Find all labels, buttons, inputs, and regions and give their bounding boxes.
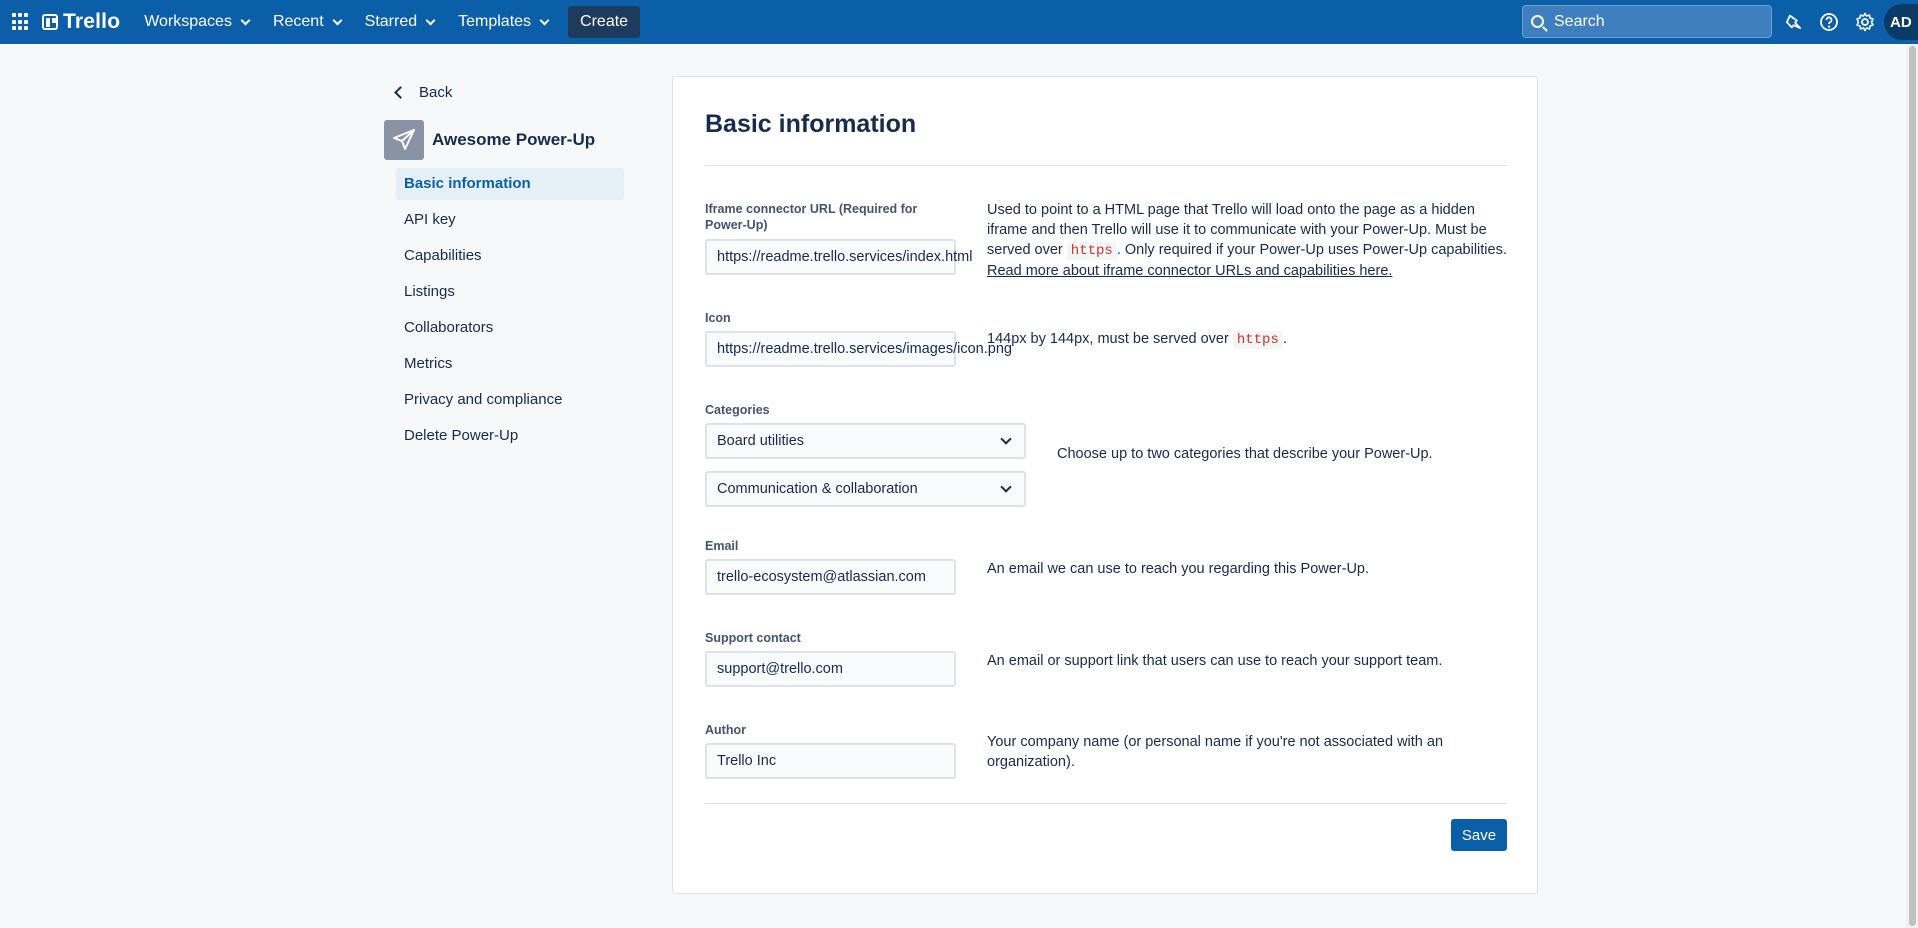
starred-label: Starred (364, 13, 418, 30)
trello-logo[interactable] (42, 10, 120, 34)
chevron-left-icon (394, 86, 407, 99)
user-avatar[interactable]: AD (1884, 4, 1918, 40)
iframe-help-text-2: . Only required if your Power-Up uses Power-Up capabilities. (1116, 242, 1507, 258)
workspaces-label: Workspaces (144, 13, 232, 30)
powerup-name: Awesome Power-Up (432, 130, 596, 149)
settings-gear-icon[interactable] (1853, 10, 1877, 34)
sidebar-item-metrics[interactable]: Metrics (404, 355, 453, 372)
powerup-header (384, 120, 595, 160)
icon-label: Icon (705, 311, 731, 325)
category-select-1[interactable] (705, 423, 1026, 459)
icon-url-field[interactable]: https://readme.trello.services/images/icon.png (705, 331, 956, 367)
page-scrollbar[interactable] (1906, 44, 1918, 928)
recent-menu[interactable] (261, 6, 353, 38)
sidebar-nav (396, 168, 624, 456)
sidebar-item-capabilities[interactable]: Capabilities (404, 247, 482, 264)
scrollbar-thumb[interactable] (1909, 46, 1916, 926)
email-field[interactable]: trello-ecosystem@atlassian.com (705, 559, 956, 595)
trello-logo-icon (42, 14, 58, 30)
iframe-url-field[interactable]: https://readme.trello.services/index.html (705, 239, 956, 275)
iframe-url-label: Iframe connector URL (Required for Power-Up) (705, 202, 918, 232)
templates-menu[interactable] (446, 6, 560, 38)
create-button[interactable]: Create (568, 6, 640, 38)
email-help: An email we can use to reach you regarding this Power-Up. (987, 561, 1370, 577)
iframe-help-text: Used to point to a HTML page that Trello will load onto the page as a hidden iframe and then Trello will use it to communicate with your Power-Up. Must be served over (987, 202, 1487, 258)
icon-help-text: 144px by 144px, must be served over (987, 331, 1229, 347)
iframe-url-help (987, 200, 1507, 281)
page-title: Basic information (705, 110, 917, 138)
search-icon (1531, 15, 1544, 28)
basic-information-card (672, 76, 1538, 894)
support-contact-label: Support contact (705, 631, 801, 645)
divider (705, 165, 1507, 166)
author-help: Your company name (or personal name if you're not associated with an organization). (987, 734, 1444, 770)
chevron-down-icon (241, 15, 251, 25)
sidebar-item-privacy-and-compliance[interactable]: Privacy and compliance (404, 391, 563, 408)
category-select-2[interactable] (705, 471, 1026, 507)
categories-help: Choose up to two categories that describe your Power-Up. (1057, 446, 1433, 462)
search-input[interactable] (1522, 5, 1772, 38)
support-contact-field[interactable]: support@trello.com (705, 651, 956, 687)
sidebar-item-basic-information[interactable]: Basic information (396, 168, 624, 200)
divider (705, 803, 1507, 804)
author-label: Author (705, 723, 746, 737)
https-code: https (1067, 242, 1117, 260)
author-field[interactable]: Trello Inc (705, 743, 956, 779)
categories-label: Categories (705, 403, 770, 417)
email-label: Email (705, 539, 739, 553)
trello-logo-text: Trello (63, 10, 121, 33)
workspaces-menu[interactable] (132, 6, 261, 38)
help-icon[interactable] (1817, 10, 1841, 34)
search-placeholder: Search (1554, 12, 1605, 30)
back-link[interactable] (392, 84, 452, 101)
recent-label: Recent (272, 13, 324, 30)
save-button[interactable]: Save (1451, 819, 1507, 851)
back-label: Back (419, 84, 453, 101)
category-select-1-value: Board utilities (717, 433, 805, 449)
chevron-down-icon (1000, 481, 1011, 492)
top-navigation-bar (0, 0, 1918, 44)
chevron-down-icon (332, 15, 342, 25)
icon-help-text-2: . (1282, 331, 1287, 347)
chevron-down-icon (426, 15, 436, 25)
icon-help (987, 329, 1507, 350)
starred-menu[interactable] (353, 6, 446, 38)
templates-label: Templates (458, 13, 532, 30)
sidebar-item-delete-power-up[interactable]: Delete Power-Up (404, 427, 519, 444)
notifications-icon[interactable] (1782, 10, 1806, 34)
category-select-2-value: Communication & collaboration (717, 481, 918, 497)
chevron-down-icon (540, 15, 550, 25)
app-switcher-icon[interactable] (12, 13, 30, 31)
sidebar-item-collaborators[interactable]: Collaborators (404, 319, 494, 336)
iframe-docs-link[interactable]: Read more about iframe connector URLs and capabilities here. (987, 263, 1393, 279)
rocket-icon (384, 120, 424, 160)
sidebar-item-listings[interactable]: Listings (404, 283, 455, 300)
sidebar-item-api-key[interactable]: API key (404, 211, 456, 228)
chevron-down-icon (1000, 433, 1011, 444)
https-code: https (1233, 331, 1283, 349)
support-contact-help: An email or support link that users can use to reach your support team. (987, 653, 1443, 669)
